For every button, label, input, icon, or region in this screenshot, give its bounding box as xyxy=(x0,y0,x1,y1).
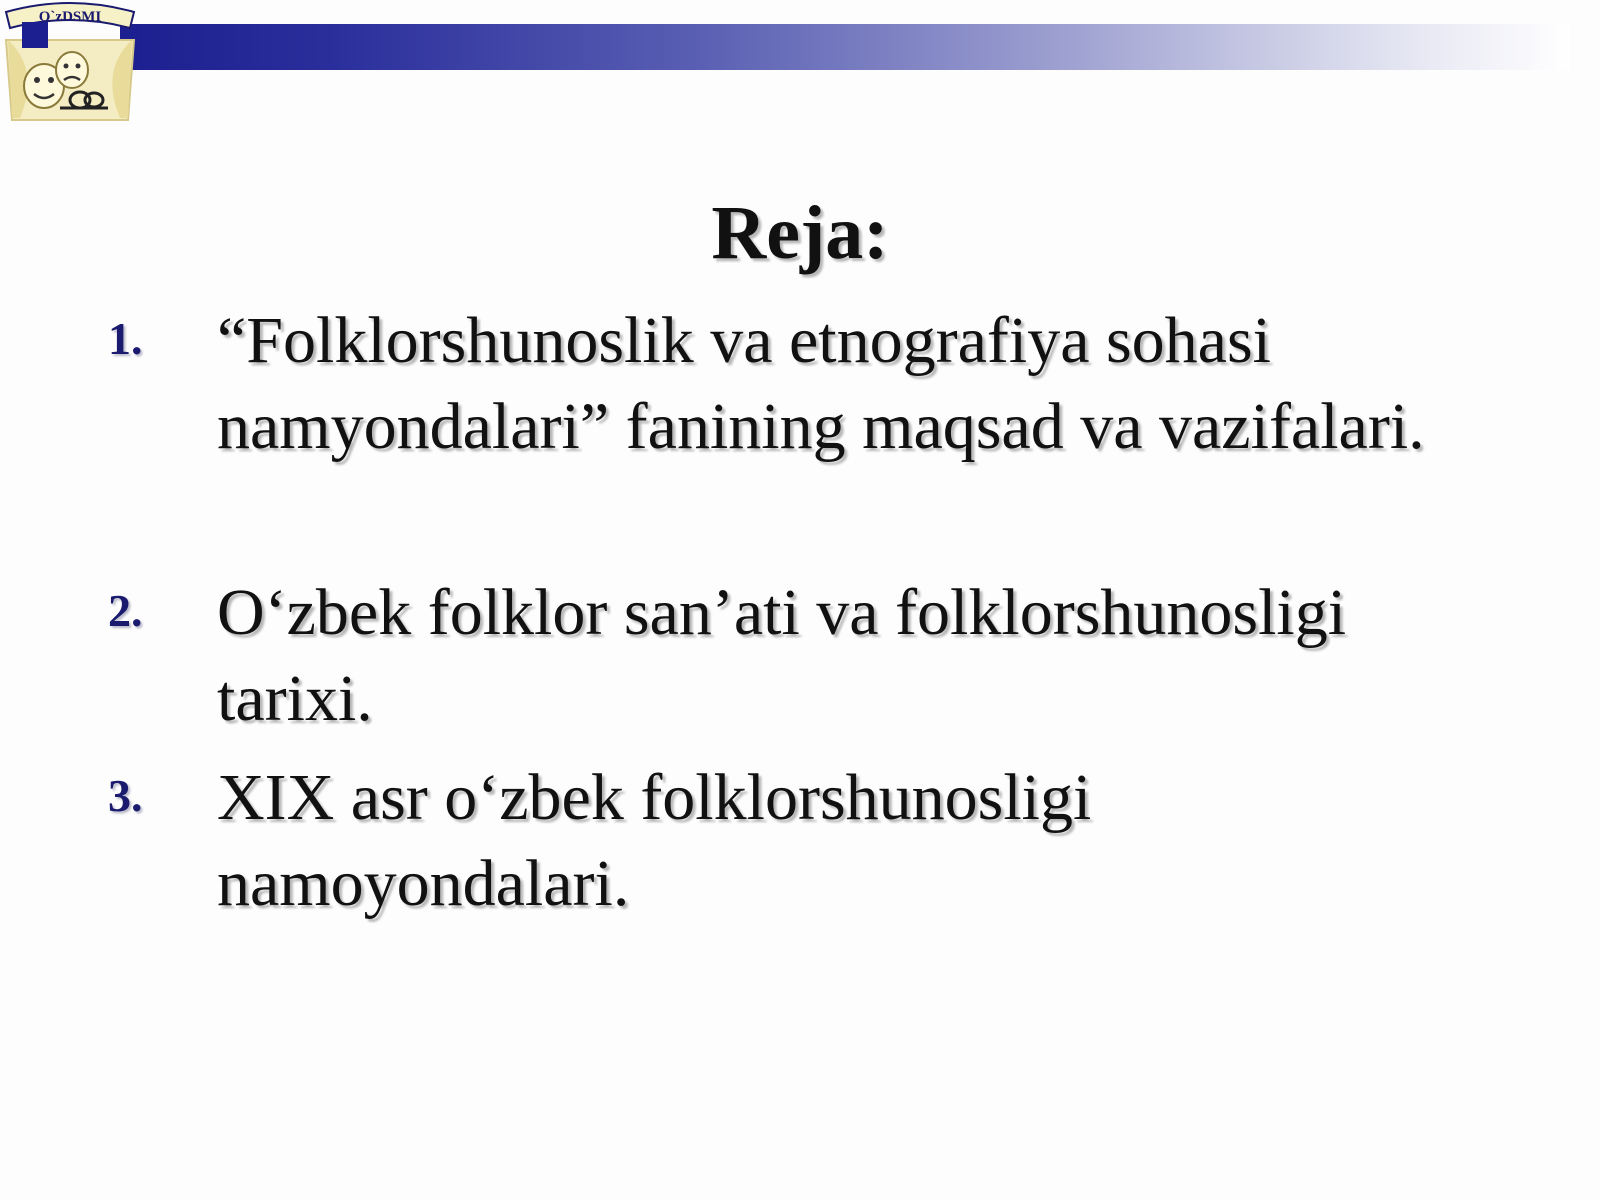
slide-title: Reja: xyxy=(711,191,889,275)
list-item-number: 1. xyxy=(108,313,143,364)
list-item-text: “Folklorshunoslik va etnografiya sohasi namyondalari” fanining maqsad va vazifalari. xyxy=(217,304,1425,463)
list-item-number: 2. xyxy=(108,585,143,636)
institute-logo-icon xyxy=(0,0,140,126)
list-item-number: 3. xyxy=(108,770,143,821)
header-gradient-band xyxy=(120,24,1570,70)
list-item-text: O‘zbek folklor san’ati va folklorshunosligi tarixi. xyxy=(217,576,1347,735)
logo-text: O`zDSMI xyxy=(38,9,102,25)
list-item-text: XIX asr o‘zbek folklorshunosligi namoyondalari. xyxy=(217,761,1092,920)
